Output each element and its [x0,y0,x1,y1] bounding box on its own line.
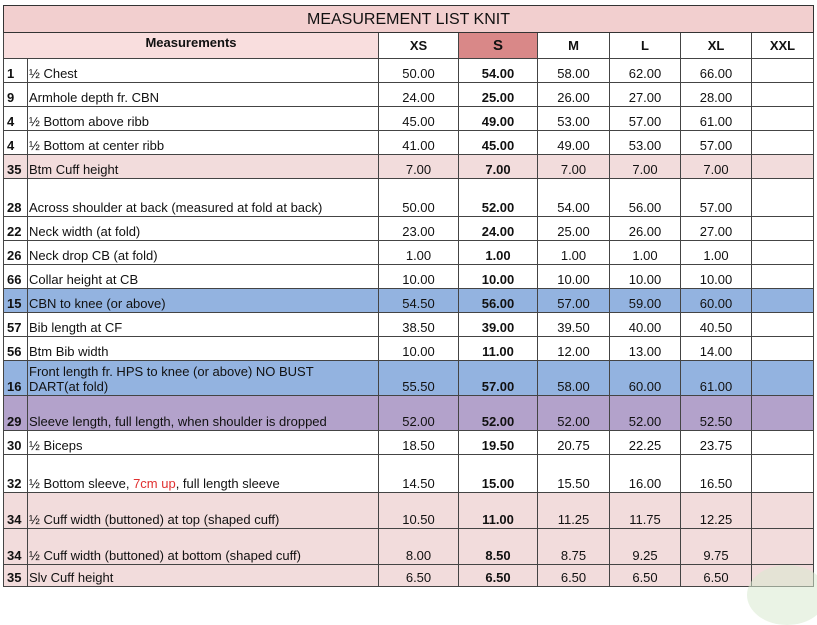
value-xxl [752,179,814,217]
table-row [4,217,814,241]
value-xs: 24.00 [379,83,459,107]
value-xs: 10.50 [379,493,459,529]
value-l: 16.00 [610,455,681,493]
value-xxl [752,241,814,265]
row-number: 9 [4,83,28,107]
value-xs: 6.50 [379,565,459,587]
row-description-part-b: , full length sleeve [175,476,280,491]
measurement-sheet [3,5,813,587]
value-xl: 28.00 [681,83,752,107]
row-number: 16 [4,361,28,396]
table-row [4,155,814,179]
table-row [4,396,814,431]
value-xxl [752,313,814,337]
row-description-line-2: DART(at fold) [29,379,109,394]
row-number: 32 [4,455,28,493]
row-number: 4 [4,107,28,131]
value-s: 15.00 [459,455,538,493]
value-l: 62.00 [610,59,681,83]
value-s: 8.50 [459,529,538,565]
value-xxl [752,529,814,565]
row-description: ½ Cuff width (buttoned) at top (shaped cuff) [28,493,379,529]
table-row [4,179,814,217]
row-description: ½ Cuff width (buttoned) at bottom (shaped cuff) [28,529,379,565]
row-number: 4 [4,131,28,155]
value-m: 54.00 [538,179,610,217]
value-m: 52.00 [538,396,610,431]
value-l: 22.25 [610,431,681,455]
value-l: 57.00 [610,107,681,131]
value-xs: 50.00 [379,59,459,83]
table-row [4,529,814,565]
row-description [28,361,379,396]
value-xl: 12.25 [681,493,752,529]
value-xs: 50.00 [379,179,459,217]
value-m: 12.00 [538,337,610,361]
row-description: ½ Bottom above ribb [28,107,379,131]
value-s: 10.00 [459,265,538,289]
value-l: 13.00 [610,337,681,361]
value-l: 27.00 [610,83,681,107]
row-description: ½ Biceps [28,431,379,455]
row-description: Bib length at CF [28,313,379,337]
value-m: 39.50 [538,313,610,337]
value-xxl [752,83,814,107]
value-m: 58.00 [538,59,610,83]
value-m: 6.50 [538,565,610,587]
header-size-l: L [610,33,681,59]
value-m: 11.25 [538,493,610,529]
value-m: 53.00 [538,107,610,131]
value-xl: 61.00 [681,361,752,396]
value-m: 1.00 [538,241,610,265]
value-xxl [752,155,814,179]
value-xs: 52.00 [379,396,459,431]
value-xs: 14.50 [379,455,459,493]
table-row [4,493,814,529]
value-xs: 38.50 [379,313,459,337]
value-xl: 40.50 [681,313,752,337]
header-size-m: M [538,33,610,59]
row-number: 28 [4,179,28,217]
value-xxl [752,396,814,431]
row-number: 34 [4,493,28,529]
value-l: 59.00 [610,289,681,313]
table-row [4,289,814,313]
table-row [4,337,814,361]
table-row [4,131,814,155]
table-row [4,361,814,396]
value-xs: 45.00 [379,107,459,131]
value-xs: 1.00 [379,241,459,265]
value-m: 26.00 [538,83,610,107]
value-xs: 41.00 [379,131,459,155]
row-number: 66 [4,265,28,289]
value-s: 54.00 [459,59,538,83]
row-description-line-1: Front length fr. HPS to knee (or above) NO BUST [29,364,314,379]
table-row [4,83,814,107]
value-xl: 6.50 [681,565,752,587]
value-s: 6.50 [459,565,538,587]
row-number: 35 [4,565,28,587]
value-xl: 9.75 [681,529,752,565]
value-xxl [752,217,814,241]
value-l: 53.00 [610,131,681,155]
value-s: 7.00 [459,155,538,179]
row-number: 30 [4,431,28,455]
value-s: 57.00 [459,361,538,396]
header-size-xl: XL [681,33,752,59]
value-l: 1.00 [610,241,681,265]
value-l: 9.25 [610,529,681,565]
value-xs: 8.00 [379,529,459,565]
value-s: 25.00 [459,83,538,107]
header-size-xs: XS [379,33,459,59]
value-xl: 60.00 [681,289,752,313]
row-number: 56 [4,337,28,361]
value-m: 57.00 [538,289,610,313]
value-l: 11.75 [610,493,681,529]
row-number: 26 [4,241,28,265]
table-row [4,265,814,289]
value-xxl [752,361,814,396]
value-xs: 23.00 [379,217,459,241]
row-description: CBN to knee (or above) [28,289,379,313]
value-m: 7.00 [538,155,610,179]
value-xs: 18.50 [379,431,459,455]
value-l: 56.00 [610,179,681,217]
table-row [4,107,814,131]
value-m: 25.00 [538,217,610,241]
value-xl: 27.00 [681,217,752,241]
row-description: Btm Cuff height [28,155,379,179]
value-m: 8.75 [538,529,610,565]
value-s: 1.00 [459,241,538,265]
row-number: 15 [4,289,28,313]
value-xs: 55.50 [379,361,459,396]
value-xs: 10.00 [379,265,459,289]
row-description: ½ Chest [28,59,379,83]
value-xxl [752,431,814,455]
row-description-part-a: ½ Bottom sleeve, [29,476,134,491]
value-xs: 7.00 [379,155,459,179]
value-xl: 52.50 [681,396,752,431]
table-row [4,565,814,587]
row-number: 29 [4,396,28,431]
table-row [4,455,814,493]
value-xs: 10.00 [379,337,459,361]
row-number: 57 [4,313,28,337]
value-xl: 66.00 [681,59,752,83]
value-xl: 14.00 [681,337,752,361]
value-xl: 16.50 [681,455,752,493]
value-xxl [752,59,814,83]
table-row [4,241,814,265]
header-measurements: Measurements [4,33,379,59]
value-l: 60.00 [610,361,681,396]
value-s: 56.00 [459,289,538,313]
value-xxl [752,455,814,493]
sheet-title: MEASUREMENT LIST KNIT [4,6,814,33]
row-description: Armhole depth fr. CBN [28,83,379,107]
row-number: 34 [4,529,28,565]
value-m: 10.00 [538,265,610,289]
value-s: 11.00 [459,337,538,361]
row-description: Collar height at CB [28,265,379,289]
value-xl: 61.00 [681,107,752,131]
value-s: 45.00 [459,131,538,155]
value-m: 49.00 [538,131,610,155]
row-description: Sleeve length, full length, when shoulder is dropped [28,396,379,431]
value-xs: 54.50 [379,289,459,313]
value-m: 58.00 [538,361,610,396]
header-size-s: S [459,33,538,59]
value-xl: 10.00 [681,265,752,289]
value-l: 40.00 [610,313,681,337]
row-description: Neck drop CB (at fold) [28,241,379,265]
header-row [4,33,814,59]
value-l: 7.00 [610,155,681,179]
row-number: 1 [4,59,28,83]
table-row [4,313,814,337]
value-xl: 1.00 [681,241,752,265]
value-xxl [752,493,814,529]
value-s: 11.00 [459,493,538,529]
header-size-xxl: XXL [752,33,814,59]
corner-leaf-decoration [747,565,817,625]
value-m: 20.75 [538,431,610,455]
value-xxl [752,107,814,131]
row-description [28,455,379,493]
value-xl: 57.00 [681,131,752,155]
value-s: 39.00 [459,313,538,337]
value-xxl [752,131,814,155]
value-xxl [752,289,814,313]
value-s: 24.00 [459,217,538,241]
table-row [4,59,814,83]
value-s: 49.00 [459,107,538,131]
measurement-table [3,5,814,587]
table-row [4,431,814,455]
row-description: ½ Bottom at center ribb [28,131,379,155]
value-s: 52.00 [459,179,538,217]
row-description-highlight: 7cm up [133,476,176,491]
value-xxl [752,337,814,361]
row-description: Neck width (at fold) [28,217,379,241]
value-l: 6.50 [610,565,681,587]
value-l: 10.00 [610,265,681,289]
row-description: Slv Cuff height [28,565,379,587]
value-s: 52.00 [459,396,538,431]
row-number: 35 [4,155,28,179]
value-xl: 23.75 [681,431,752,455]
value-s: 19.50 [459,431,538,455]
value-xxl [752,265,814,289]
value-xl: 57.00 [681,179,752,217]
row-number: 22 [4,217,28,241]
value-l: 52.00 [610,396,681,431]
value-m: 15.50 [538,455,610,493]
value-l: 26.00 [610,217,681,241]
row-description: Across shoulder at back (measured at fold at back) [28,179,379,217]
row-description: Btm Bib width [28,337,379,361]
value-xl: 7.00 [681,155,752,179]
